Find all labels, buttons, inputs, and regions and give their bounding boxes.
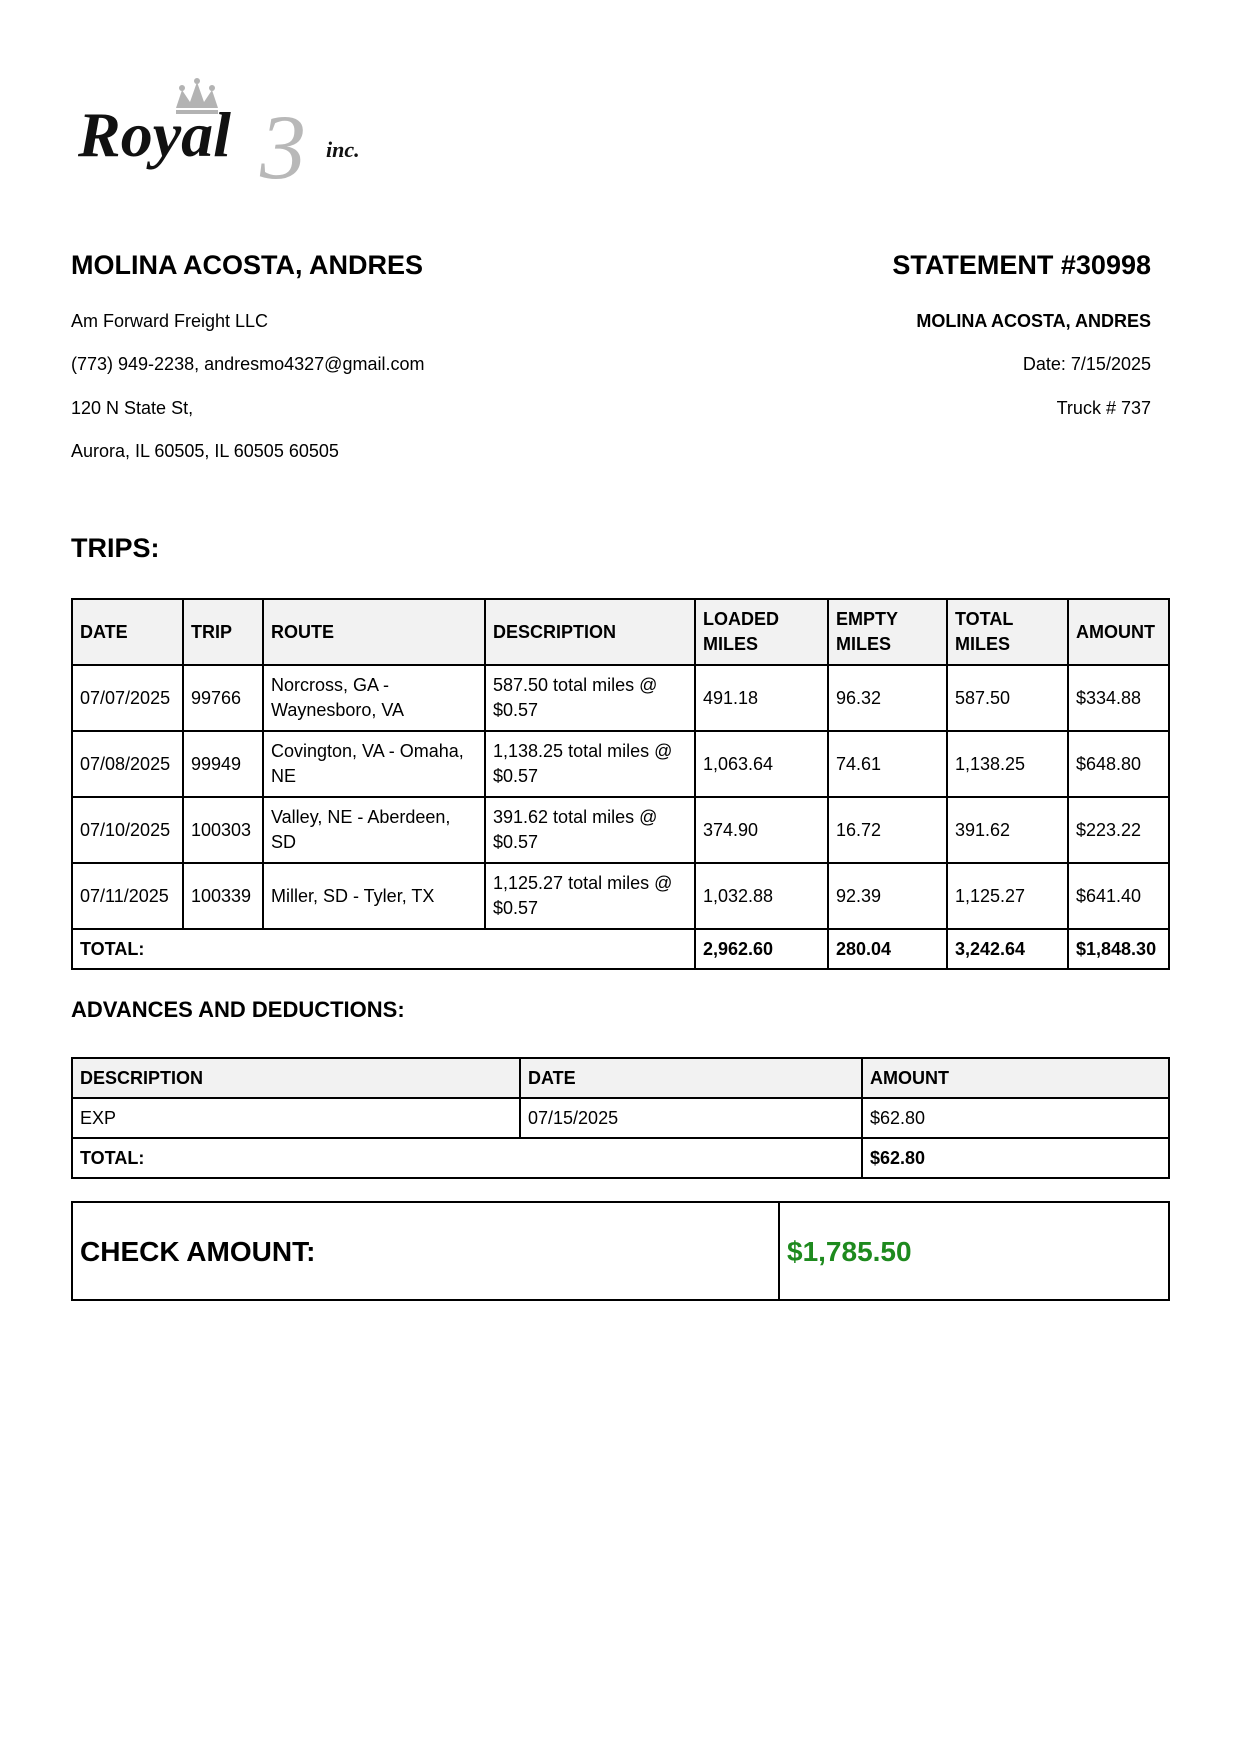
logo-numeral: 3 [260,96,306,190]
logo-wordmark: Royal [78,99,231,170]
cell-total-miles: 1,138.25 [947,731,1068,797]
driver-contact: (773) 949-2238, andresmo4327@gmail.com [71,354,425,374]
cell-date: 07/15/2025 [520,1098,862,1138]
advances-heading: ADVANCES AND DEDUCTIONS: [71,997,405,1022]
cell-trip: 100303 [183,797,263,863]
cell-loaded-miles: 1,063.64 [695,731,828,797]
cell-route: Miller, SD - Tyler, TX [263,863,485,929]
col-header-route: ROUTE [263,599,485,665]
col-header-amount: AMOUNT [862,1058,1169,1098]
cell-total-miles: 391.62 [947,797,1068,863]
trips-total-label: TOTAL: [72,929,695,969]
col-header-loaded-miles: LOADED MILES [695,599,828,665]
trips-total-miles: 3,242.64 [947,929,1068,969]
cell-total-miles: 1,125.27 [947,863,1068,929]
cell-amount: $648.80 [1068,731,1169,797]
advances-table [71,1057,1170,1179]
table-row [72,665,1169,731]
trips-total-amount: $1,848.30 [1068,929,1169,969]
cell-empty-miles: 96.32 [828,665,947,731]
cell-date: 07/10/2025 [72,797,183,863]
driver-address-line2: Aurora, IL 60505, IL 60505 60505 [71,441,339,461]
logo-suffix: inc. [326,137,360,162]
cell-amount: $641.40 [1068,863,1169,929]
col-header-description: DESCRIPTION [485,599,695,665]
cell-amount: $223.22 [1068,797,1169,863]
cell-description: 1,125.27 total miles @ $0.57 [485,863,695,929]
cell-date: 07/07/2025 [72,665,183,731]
table-row [72,1098,1169,1138]
statement-date: Date: 7/15/2025 [1022,354,1151,374]
col-header-date: DATE [72,599,183,665]
cell-route: Covington, VA - Omaha, NE [263,731,485,797]
col-header-amount: AMOUNT [1068,599,1169,665]
cell-loaded-miles: 374.90 [695,797,828,863]
advances-total-label: TOTAL: [72,1138,862,1178]
statement-truck: Truck # 737 [1056,398,1151,418]
advances-header-row [72,1058,1169,1098]
cell-amount: $62.80 [862,1098,1169,1138]
cell-description: 391.62 total miles @ $0.57 [485,797,695,863]
cell-loaded-miles: 491.18 [695,665,828,731]
cell-trip: 99766 [183,665,263,731]
check-amount-value: $1,785.50 [779,1202,1169,1300]
cell-empty-miles: 74.61 [828,731,947,797]
cell-description: EXP [72,1098,520,1138]
trips-total-loaded: 2,962.60 [695,929,828,969]
statement-title: STATEMENT #30998 [892,250,1151,280]
col-header-empty-miles: EMPTY MILES [828,599,947,665]
trips-total-empty: 280.04 [828,929,947,969]
trips-table [71,598,1170,970]
cell-date: 07/11/2025 [72,863,183,929]
col-header-total-miles: TOTAL MILES [947,599,1068,665]
cell-total-miles: 587.50 [947,665,1068,731]
cell-loaded-miles: 1,032.88 [695,863,828,929]
cell-empty-miles: 92.39 [828,863,947,929]
check-amount-row [72,1202,1169,1300]
trips-heading: TRIPS: [71,533,160,563]
advances-total-amount: $62.80 [862,1138,1169,1178]
cell-date: 07/08/2025 [72,731,183,797]
cell-route: Norcross, GA - Waynesboro, VA [263,665,485,731]
cell-description: 1,138.25 total miles @ $0.57 [485,731,695,797]
col-header-description: DESCRIPTION [72,1058,520,1098]
statement-driver-name: MOLINA ACOSTA, ANDRES [916,311,1151,331]
cell-amount: $334.88 [1068,665,1169,731]
check-amount-box [71,1201,1170,1301]
cell-route: Valley, NE - Aberdeen, SD [263,797,485,863]
table-row [72,797,1169,863]
table-row [72,731,1169,797]
table-row [72,863,1169,929]
driver-name: MOLINA ACOSTA, ANDRES [71,250,423,280]
cell-trip: 99949 [183,731,263,797]
trips-header-row [72,599,1169,665]
cell-empty-miles: 16.72 [828,797,947,863]
cell-description: 587.50 total miles @ $0.57 [485,665,695,731]
col-header-date: DATE [520,1058,862,1098]
driver-address-line1: 120 N State St, [71,398,194,418]
advances-total-row [72,1138,1169,1178]
col-header-trip: TRIP [183,599,263,665]
driver-company: Am Forward Freight LLC [71,311,269,331]
cell-trip: 100339 [183,863,263,929]
company-logo [78,78,388,190]
check-amount-label: CHECK AMOUNT: [72,1202,779,1300]
trips-total-row [72,929,1169,969]
